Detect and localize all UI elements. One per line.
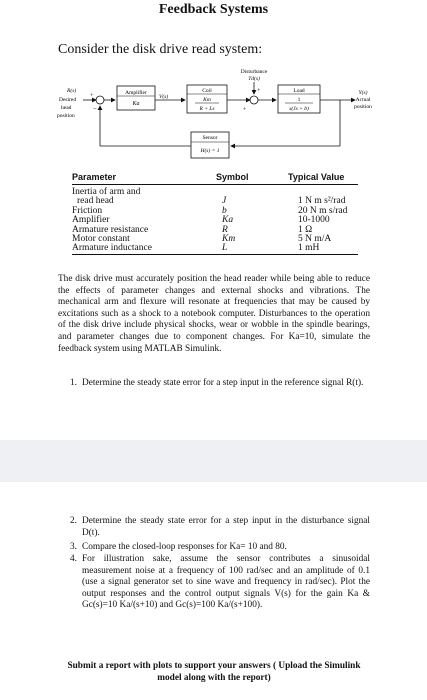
block-diagram <box>55 68 375 164</box>
coil-denominator: R + Ls <box>199 106 215 112</box>
plus-sign: + <box>257 88 261 94</box>
input-label: position <box>57 113 75 119</box>
disturbance-summing-junction <box>250 96 258 104</box>
table-row: Armature inductance L 1 mH <box>72 243 320 254</box>
output-label: Y(s) <box>358 90 368 96</box>
input-label: Desired <box>59 97 77 103</box>
header-parameter: Parameter <box>72 172 117 182</box>
table-row: Armature resistance R 1 Ω <box>72 224 313 235</box>
question-text: Determine the steady state error for a step input in the reference signal R(t). <box>82 378 364 388</box>
minus-sign: − <box>93 105 97 113</box>
coil-label: Coil <box>202 88 212 94</box>
plus-sign: + <box>90 93 94 99</box>
output-label: position <box>354 104 372 110</box>
header-symbol: Symbol <box>216 172 249 182</box>
question-text: For illustration sake, assume the sensor contributes a sinusoidal measurement noise at a frequency of 100 rad/sec and an amplitude of 0.1 (use a signal generator set to sine wave and frequency in rad/sec). Plot the output responses and the control output signals V(s) for the gain Ka & Gc(s)=10 Ka/(s+10) and Gc(s)=100 Ka/(s+100). <box>82 554 370 611</box>
submission-instruction: Submit a report with plots to support your answers ( Upload the Simulink model along with the report) <box>67 661 361 683</box>
table-row: Friction b 20 N m s/rad <box>72 205 348 216</box>
question-item <box>70 378 370 390</box>
header-typical-value: Typical Value <box>288 172 345 182</box>
problem-description: The disk drive must accurately position the head reader while being able to reduce the effects of parameter changes and external shocks and vibrations. The mechanical arm and flexure will resonate at frequencies that may be caused by excitations such as a shock to a notebook computer. Disturbances to the operation of the disk drive include physical shocks, wear or wobble in the spindle bearings, and parameter changes due to component changes. For Ka=10, simulate the feedback system using MATLAB Simulink. <box>58 274 370 354</box>
input-label: R(s) <box>67 88 77 94</box>
table-row: Motor constant Km 5 N m/A <box>72 233 332 244</box>
intro-sentence: Consider the disk drive read system: <box>58 42 263 57</box>
table-row: Inertia of arm and <box>72 187 141 197</box>
table-row: Amplifier Ka 10-1000 <box>72 215 330 226</box>
sensor-label: Sensor <box>202 135 218 141</box>
load-denominator: s(Js + b) <box>289 106 309 112</box>
question-number: 1. <box>70 378 77 388</box>
question-item <box>70 542 370 554</box>
coil-numerator: Km <box>203 97 211 103</box>
question-number: 3. <box>70 542 77 552</box>
voltage-signal-label: V(s) <box>159 94 169 100</box>
parameter-table <box>72 170 358 255</box>
table-header <box>72 170 358 185</box>
question-number: 2. <box>70 516 77 526</box>
summing-junction <box>96 96 104 104</box>
load-numerator: 1 <box>297 97 301 103</box>
plus-sign: + <box>243 107 247 113</box>
amplifier-gain: Ka <box>132 101 140 107</box>
question-text: Compare the closed-loop responses for Ka= 10 and 80. <box>82 542 287 552</box>
question-number: 4. <box>70 554 77 564</box>
question-item <box>70 554 370 612</box>
question-text: Determine the steady state error for a step input in the disturbance signal D(t). <box>82 516 370 538</box>
page-separator <box>0 440 427 482</box>
input-label: head <box>61 105 72 111</box>
amplifier-label: Amplifier <box>125 90 147 96</box>
table-bottom-rule <box>72 254 358 255</box>
disturbance-label: Td(s) <box>248 76 260 82</box>
table-row: read head J 1 N m s²/rad <box>77 196 346 207</box>
disturbance-label: Disturbance <box>240 69 268 75</box>
output-label: Actual <box>355 97 371 103</box>
question-item <box>70 516 370 539</box>
sensor-transfer-function: H(s) = 1 <box>200 148 220 154</box>
load-label: Load <box>293 88 305 94</box>
page-title: Feedback Systems <box>158 2 269 17</box>
